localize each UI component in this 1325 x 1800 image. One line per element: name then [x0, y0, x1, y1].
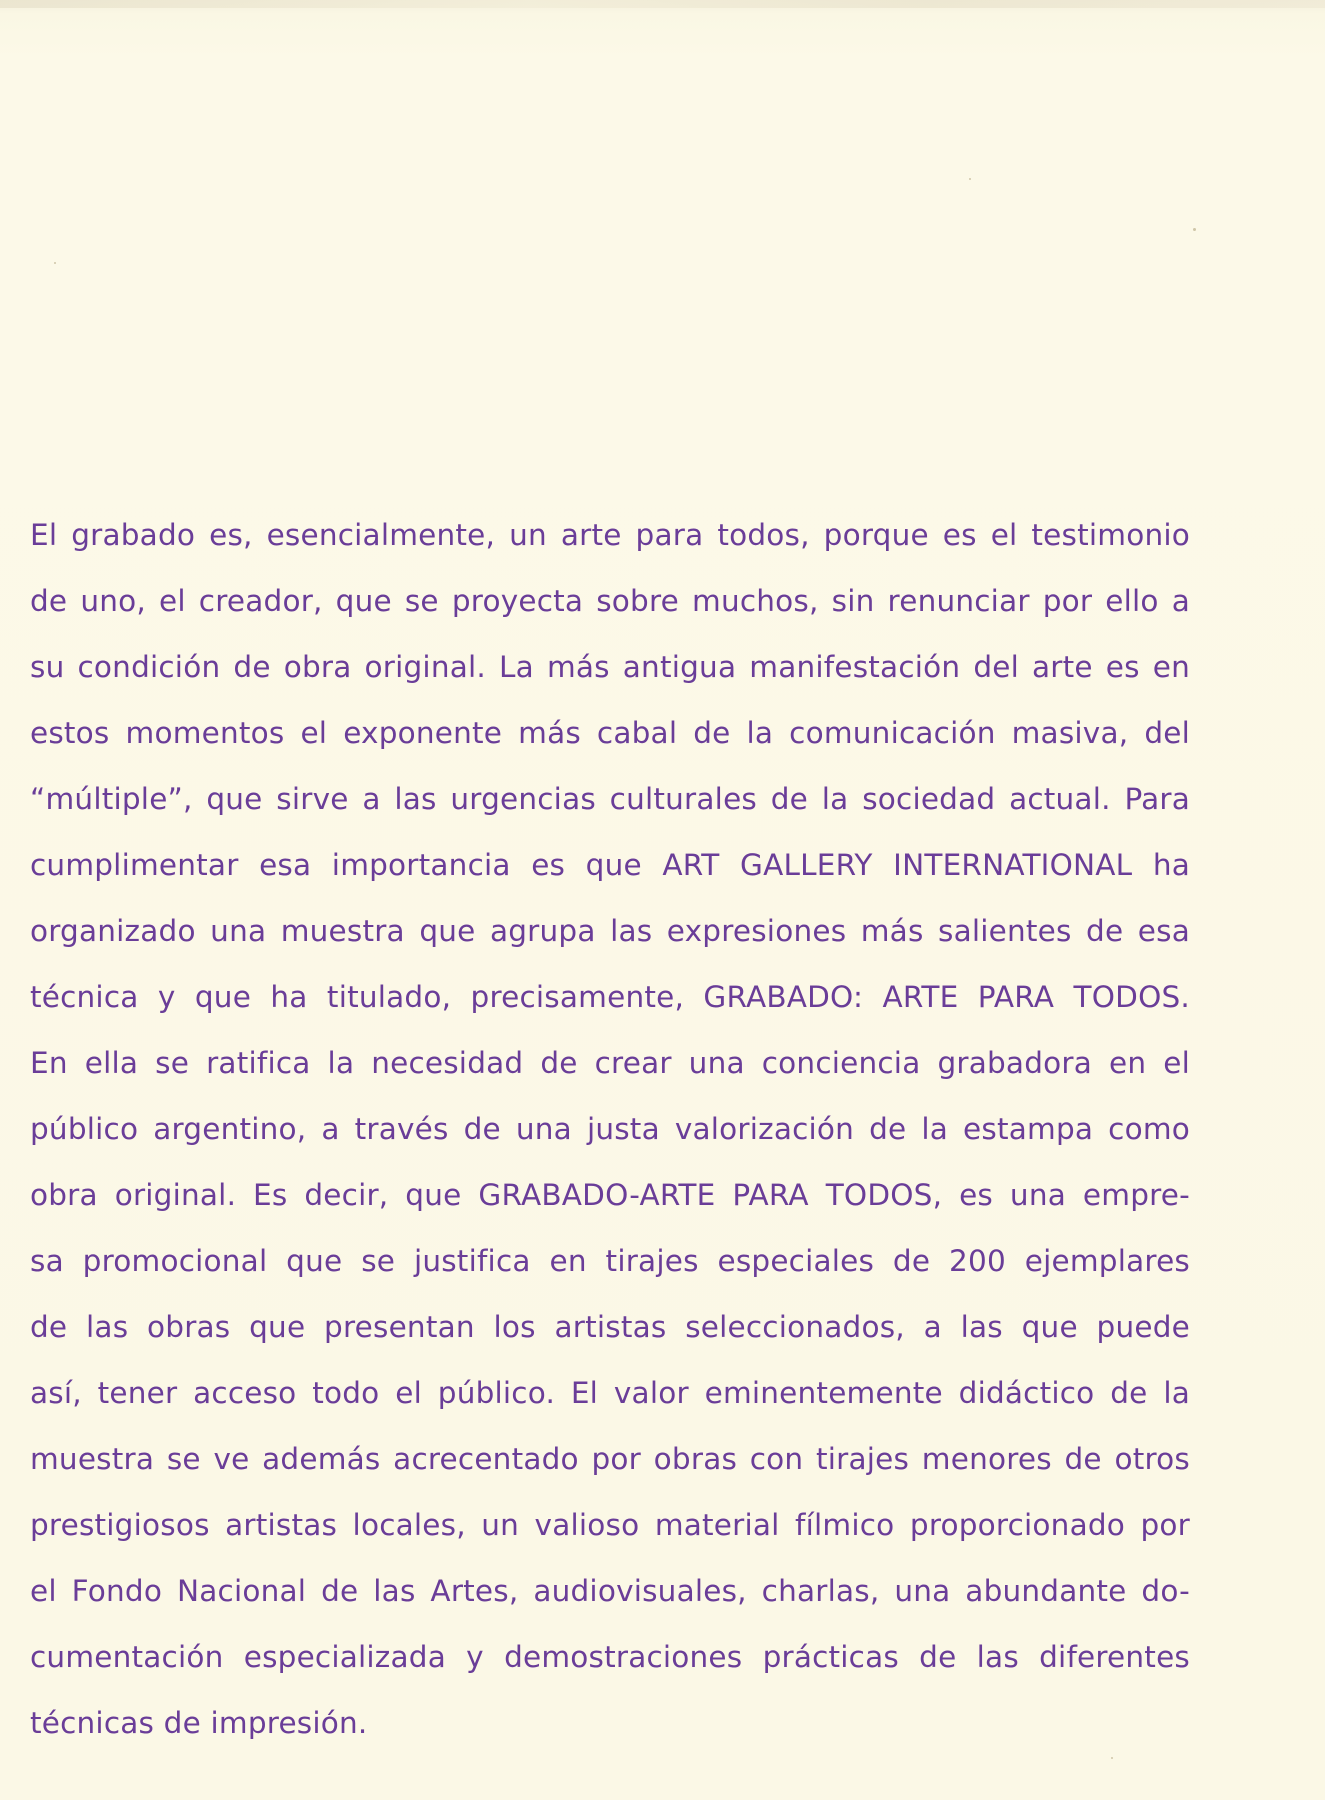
paragraph-line: el Fondo Nacional de las Artes, audiovisuales, charlas, una abundante do- [30, 1574, 1190, 1608]
paper-speck [969, 178, 971, 180]
paragraph-line: sa promocional que se justifica en tirajes especiales de 200 ejemplares [30, 1244, 1190, 1278]
paragraph-line: “múltiple”, que sirve a las urgencias culturales de la sociedad actual. Para [30, 782, 1190, 816]
paragraph-line: su condición de obra original. La más antigua manifestación del arte es en [30, 650, 1190, 684]
paragraph-line: prestigiosos artistas locales, un valioso material fílmico proporcionado por [30, 1508, 1190, 1542]
paragraph-line: muestra se ve además acrecentado por obras con tirajes menores de otros [30, 1442, 1190, 1476]
paragraph-line: de uno, el creador, que se proyecta sobre muchos, sin renunciar por ello a [30, 584, 1190, 618]
paragraph-line: cumentación especializada y demostraciones prácticas de las diferentes [30, 1640, 1190, 1674]
paragraph-line: público argentino, a través de una justa valorización de la estampa como [30, 1112, 1190, 1146]
paragraph-line: estos momentos el exponente más cabal de la comunicación masiva, del [30, 716, 1190, 750]
paper-speck [1193, 228, 1196, 231]
paragraph-line: técnicas de impresión. [30, 1706, 368, 1740]
paper-speck [1111, 1757, 1113, 1759]
paragraph-line: En ella se ratifica la necesidad de crear una conciencia grabadora en el [30, 1046, 1190, 1080]
paragraph-line: cumplimentar esa importancia es que ART GALLERY INTERNATIONAL ha [30, 848, 1190, 882]
paragraph-line: de las obras que presentan los artistas seleccionados, a las que puede [30, 1310, 1190, 1344]
paragraph-line: El grabado es, esencialmente, un arte para todos, porque es el testimonio [30, 518, 1190, 552]
page-top-edge [0, 0, 1325, 8]
paragraph-line: así, tener acceso todo el público. El valor eminentemente didáctico de la [30, 1376, 1190, 1410]
paragraph-line: obra original. Es decir, que GRABADO-ARTE PARA TODOS, es una empre- [30, 1178, 1190, 1212]
paragraph-line: organizado una muestra que agrupa las expresiones más salientes de esa [30, 914, 1190, 948]
body-paragraph [30, 502, 1190, 1756]
paragraph-line: técnica y que ha titulado, precisamente, GRABADO: ARTE PARA TODOS. [30, 980, 1190, 1014]
paper-speck [54, 262, 56, 264]
